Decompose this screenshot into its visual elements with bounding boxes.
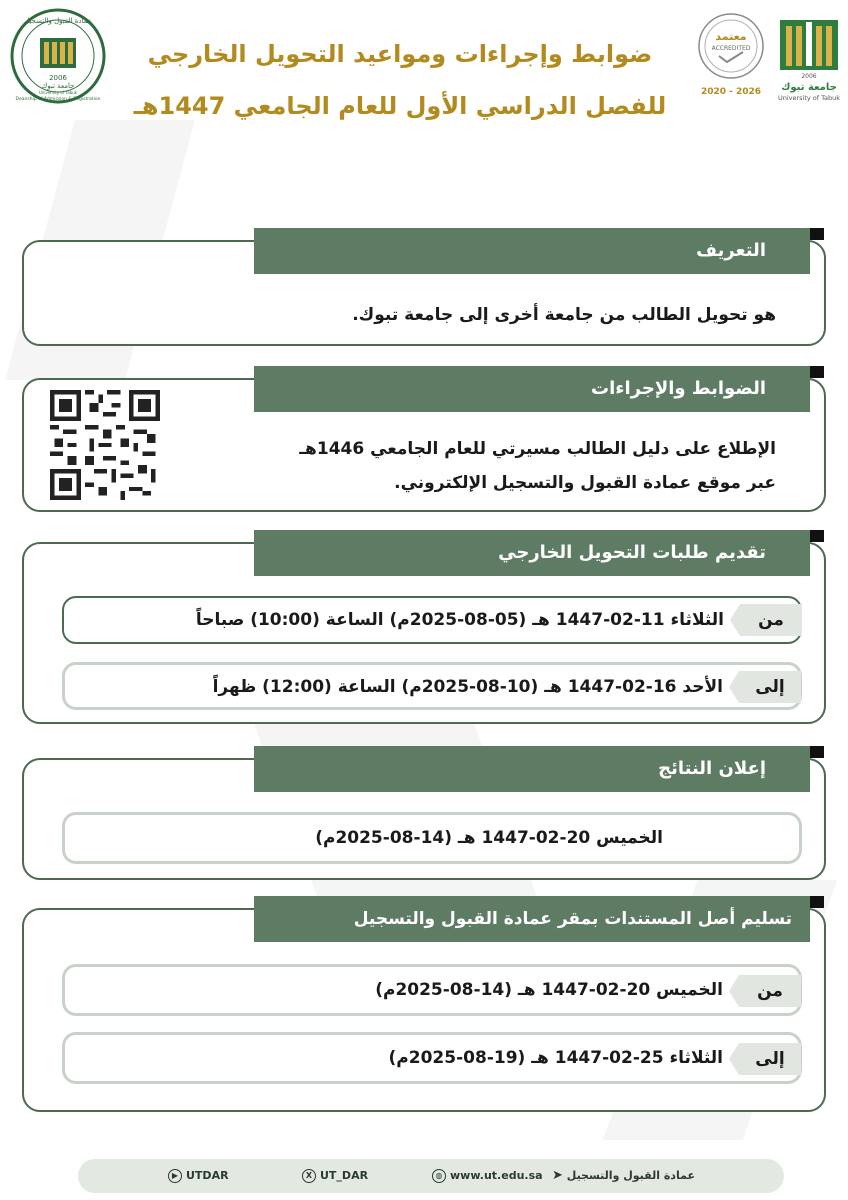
banner-corner xyxy=(810,896,824,908)
deanship-logo xyxy=(10,8,106,104)
definition-heading xyxy=(254,228,810,274)
documents-heading xyxy=(254,896,810,942)
footer-website[interactable] xyxy=(432,1159,543,1193)
banner-corner xyxy=(810,228,824,240)
footer-website-text: www.ut.edu.sa xyxy=(450,1169,543,1182)
footer-bar xyxy=(78,1159,784,1193)
university-logo xyxy=(774,12,844,104)
title-line-2: للفصل الدراسي الأول للعام الجامعي 1447هـ xyxy=(133,92,667,120)
logo-university-english-text: University of Tabuk xyxy=(38,90,78,95)
footer-deanship[interactable] xyxy=(552,1159,695,1193)
results-row xyxy=(62,812,802,864)
definition-card xyxy=(22,240,826,346)
documents-card xyxy=(22,908,826,1112)
youtube-icon: ▶ xyxy=(168,1169,182,1183)
results-heading-text: إعلان النتائج xyxy=(658,758,766,779)
definition-text: هو تحويل الطالب من جامعة أخرى إلى جامعة تبوك. xyxy=(352,305,776,325)
definition-heading-text: التعريف xyxy=(696,240,766,261)
footer-x-text: UT_DAR xyxy=(320,1169,369,1182)
documents-to-row xyxy=(62,1032,802,1084)
accredited-years-text: 2020 - 2026 xyxy=(700,87,762,97)
accredited-badge xyxy=(693,12,769,98)
documents-to-text: الثلاثاء 25-02-1447 هـ (19-08-2025م) xyxy=(388,1048,723,1068)
footer-x[interactable] xyxy=(302,1159,368,1193)
rules-heading-text: الضوابط والإجراءات xyxy=(591,378,766,399)
university-year-text: 2006 xyxy=(801,73,817,80)
results-text: الخميس 20-02-1447 هـ (14-08-2025م) xyxy=(315,828,663,848)
documents-from-text: الخميس 20-02-1447 هـ (14-08-2025م) xyxy=(375,980,723,1000)
university-arabic-text: جامعة تبوك xyxy=(781,82,837,93)
page-title xyxy=(110,28,690,132)
results-card xyxy=(22,758,826,880)
from-label: من xyxy=(739,975,801,1007)
applications-to-row xyxy=(62,662,802,710)
applications-from-row xyxy=(62,596,802,644)
rules-text-line-2: عبر موقع عمادة القبول والتسجيل الإلكتروني. xyxy=(394,473,776,493)
accredited-arabic-text: معتمد xyxy=(715,30,747,43)
x-icon: X xyxy=(302,1169,316,1183)
logo-year-text: 2006 xyxy=(49,74,67,82)
footer-youtube[interactable] xyxy=(168,1159,229,1193)
applications-from-text: الثلاثاء 11-02-1447 هـ (05-08-2025م) الساعة (10:00) صباحاً xyxy=(195,610,724,630)
logo-university-arabic-text: جامعة تبوك xyxy=(41,82,75,90)
applications-card xyxy=(22,542,826,724)
banner-corner xyxy=(810,530,824,542)
rules-text-line-1: الإطلاع على دليل الطالب مسيرتي للعام الجامعي 1446هـ xyxy=(299,439,776,459)
qr-code[interactable] xyxy=(50,390,160,500)
footer-youtube-text: UTDAR xyxy=(186,1169,229,1182)
logo-deanship-english-text: Deanship of Admission & Registration xyxy=(15,97,101,102)
globe-icon: ◍ xyxy=(432,1169,446,1183)
footer-deanship-text: عمادة القبول والتسجيل xyxy=(566,1169,695,1182)
documents-heading-text: تسليم أصل المستندات بمقر عمادة القبول والتسجيل xyxy=(353,909,792,929)
from-label: من xyxy=(740,604,802,636)
title-line-1: ضوابط وإجراءات ومواعيد التحويل الخارجي xyxy=(147,40,653,68)
logo-deanship-arabic-text: عمادة القبول والتسجيل xyxy=(24,17,92,25)
university-english-text: University of Tabuk xyxy=(777,94,841,102)
rules-heading xyxy=(254,366,810,412)
to-label: إلى xyxy=(739,671,801,703)
send-icon: ➤ xyxy=(552,1168,563,1183)
banner-corner xyxy=(810,366,824,378)
banner-corner xyxy=(810,746,824,758)
applications-heading-text: تقديم طلبات التحويل الخارجي xyxy=(498,542,766,563)
applications-heading xyxy=(254,530,810,576)
applications-to-text: الأحد 16-02-1447 هـ (10-08-2025م) الساعة (12:00) ظهراً xyxy=(212,677,723,697)
documents-from-row xyxy=(62,964,802,1016)
results-heading xyxy=(254,746,810,792)
to-label: إلى xyxy=(739,1043,801,1075)
accredited-english-text: ACCREDITED xyxy=(711,45,751,52)
